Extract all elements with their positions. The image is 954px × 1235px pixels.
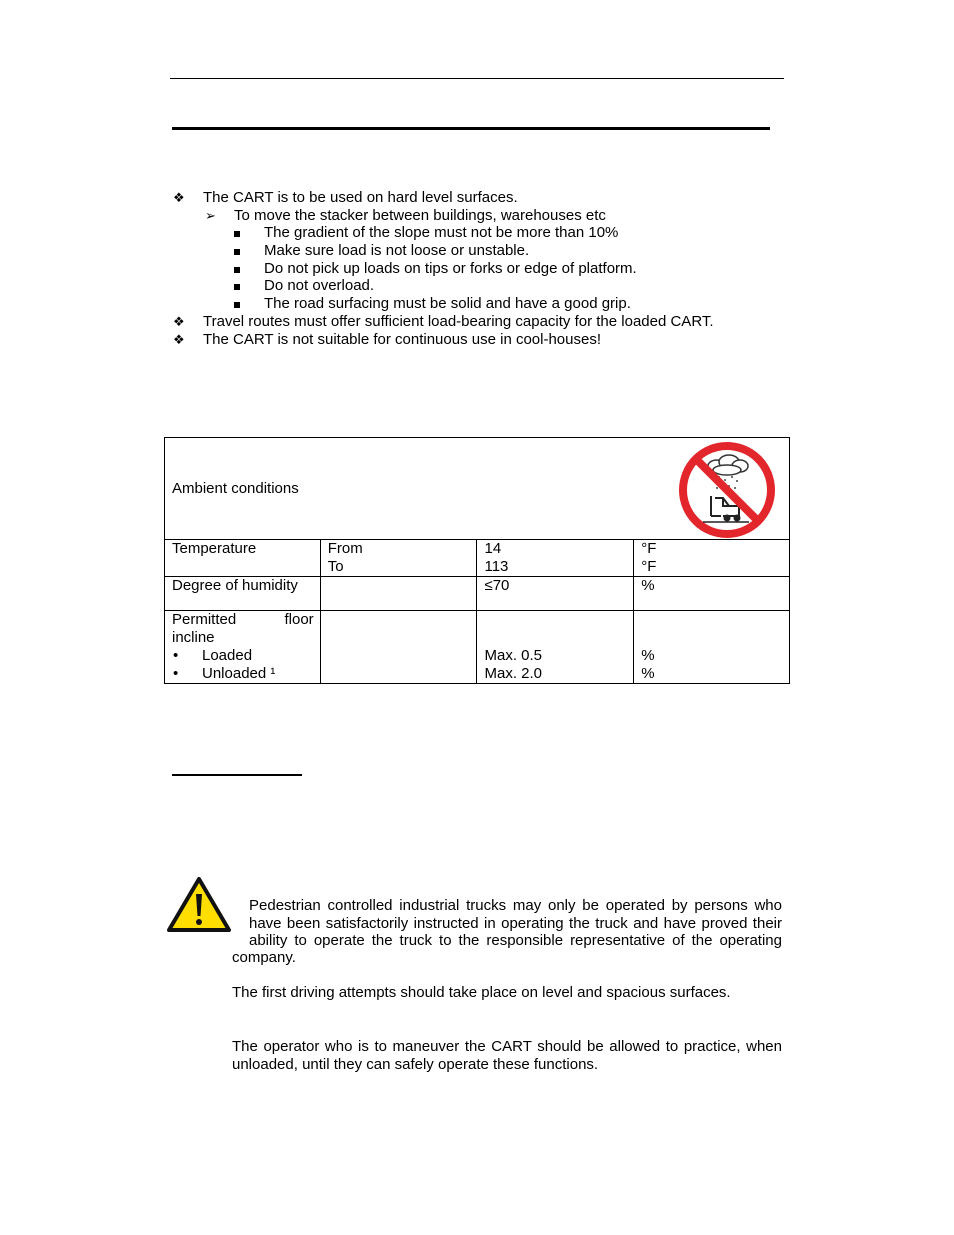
table-header-cell	[165, 438, 790, 540]
table-title: Ambient conditions	[172, 479, 299, 497]
square-bullet-icon	[234, 267, 240, 273]
list-item: Make sure load is not loose or unstable.	[264, 242, 530, 259]
ambient-conditions-table	[164, 437, 790, 684]
humidity-unit: %	[634, 577, 790, 611]
text-line: The operator who is to maneuver the CART should be allowed to practice, when	[232, 1038, 782, 1055]
paragraph: The first driving attempts should take place on level and spacious surfaces.	[232, 984, 731, 1001]
incline-label	[172, 611, 314, 629]
section-rule	[172, 127, 770, 130]
temperature-range-labels	[320, 540, 477, 577]
diamond-bullet-icon: ❖	[173, 332, 185, 347]
square-bullet-icon	[234, 231, 240, 237]
unloaded-label: • Unloaded ¹	[172, 665, 314, 683]
to-label: To	[327, 558, 344, 575]
unit-label: %	[641, 665, 655, 682]
square-bullet-icon	[234, 249, 240, 255]
text-line: have been satisfactorily instructed in operating the truck and have proved their	[249, 914, 782, 932]
unloaded-value: Max. 2.0	[484, 665, 543, 682]
list-item: The road surfacing must be solid and have a good grip.	[264, 295, 631, 312]
temperature-label: Temperature	[165, 540, 321, 577]
unit-label: %	[641, 647, 655, 664]
list-item: Do not pick up loads on tips or forks or edge of platform.	[264, 260, 637, 277]
temperature-to-value: 113	[484, 558, 509, 575]
arrow-bullet-icon: ➢	[205, 208, 216, 223]
text-line: ability to operate the truck to the responsible representative of the operating	[249, 932, 782, 949]
table-row	[165, 611, 790, 684]
loaded-label: • Loaded	[172, 647, 314, 665]
square-bullet-icon	[234, 302, 240, 308]
incline-label-word: Permitted	[172, 611, 237, 628]
incline-label-line2: incline	[172, 629, 215, 646]
temperature-units	[634, 540, 790, 577]
humidity-label: Degree of humidity	[165, 577, 321, 611]
from-label: From	[327, 540, 363, 557]
unit-label: °F	[641, 558, 657, 575]
table-row	[165, 577, 790, 611]
list-item: Travel routes must offer sufficient load-bearing capacity for the loaded CART.	[203, 313, 714, 330]
square-bullet-icon	[234, 284, 240, 290]
incline-label-word: floor	[284, 611, 314, 628]
warning-triangle-icon	[166, 876, 232, 934]
temperature-from-value: 14	[484, 540, 502, 557]
empty-cell	[320, 577, 477, 611]
header-rule	[170, 78, 784, 79]
incline-values	[477, 611, 634, 684]
loaded-value: Max. 0.5	[484, 647, 543, 664]
table-row	[165, 540, 790, 577]
paragraph	[232, 1038, 782, 1073]
humidity-value: ≤70	[477, 577, 634, 611]
no-rain-snow-forklift-icon	[677, 440, 777, 540]
diamond-bullet-icon: ❖	[173, 190, 185, 205]
incline-units	[634, 611, 790, 684]
list-item: Do not overload.	[264, 277, 375, 294]
list-item: To move the stacker between buildings, warehouses etc	[234, 207, 606, 224]
list-item: The CART is to be used on hard level surfaces.	[203, 189, 518, 206]
incline-label-cell	[165, 611, 321, 684]
unit-label: °F	[641, 540, 657, 557]
temperature-values	[477, 540, 634, 577]
list-item: The CART is not suitable for continuous use in cool-houses!	[203, 331, 601, 348]
text-line: Pedestrian controlled industrial trucks may only be operated by persons who	[249, 897, 782, 914]
heading-underline	[172, 774, 302, 776]
list-item: The gradient of the slope must not be more than 10%	[264, 224, 619, 241]
text-line: unloaded, until they can safely operate these functions.	[232, 1055, 599, 1073]
empty-cell	[320, 611, 477, 684]
text-line: company.	[232, 949, 296, 966]
warning-paragraph	[249, 897, 782, 950]
diamond-bullet-icon: ❖	[173, 314, 185, 329]
